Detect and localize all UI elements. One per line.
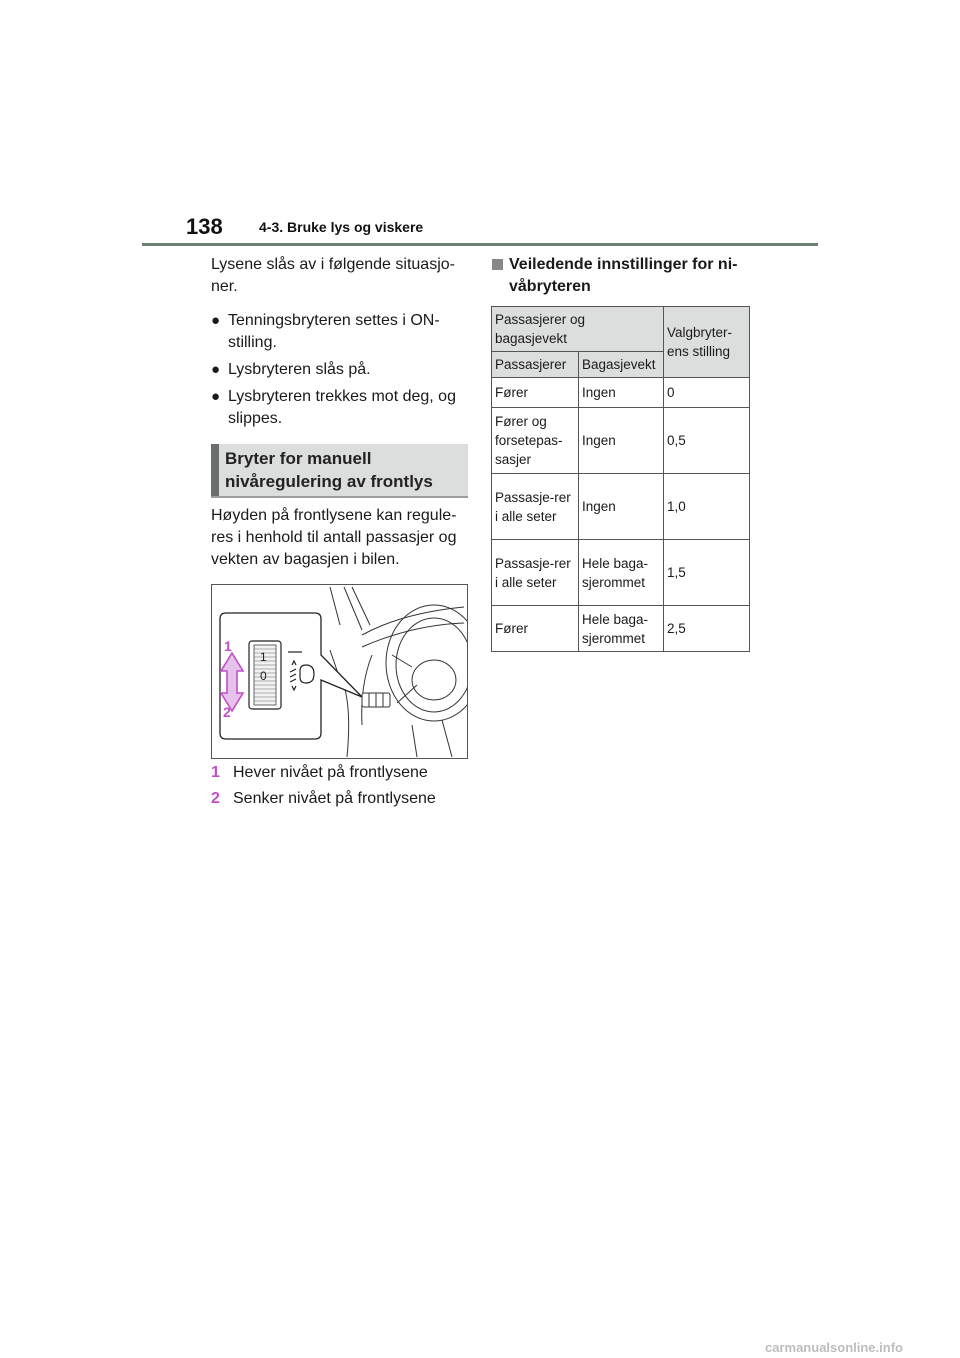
intro-paragraph: Lysene slås av i følgende situasjo-ner. [211, 256, 455, 295]
page-number: 138 [186, 214, 223, 239]
bullet-list [211, 310, 468, 430]
bullet-icon: ● [211, 361, 221, 378]
list-item [211, 359, 468, 381]
right-column [492, 254, 750, 298]
cell-setting: 0,5 [664, 408, 750, 474]
table-row [492, 378, 750, 408]
cell-luggage: Ingen [579, 408, 664, 474]
dial-mark-1: 1 [260, 650, 267, 664]
bullet-text: Lysbryteren trekkes mot deg, og slippes. [228, 388, 456, 427]
table-heading [492, 254, 750, 298]
section-heading-box [211, 444, 468, 498]
bullet-icon: ● [211, 312, 221, 329]
cell-luggage: Ingen [579, 378, 664, 408]
table-row [492, 606, 750, 652]
header-switch-position: Valgbryter-ens stilling [664, 307, 750, 378]
cell-passengers: Passasje-rer i alle seter [492, 474, 579, 540]
callout-label-1: 1 [224, 638, 232, 654]
table-row [492, 540, 750, 606]
heading-accent-bar [211, 444, 219, 496]
cell-setting: 0 [664, 378, 750, 408]
dial-mark-0: 0 [260, 669, 267, 683]
square-bullet-icon [492, 259, 503, 270]
cell-luggage: Ingen [579, 474, 664, 540]
section-heading: Bryter for manuell nivåregulering av frontlys [225, 449, 433, 491]
header-luggage: Bagasjevekt [579, 352, 664, 378]
legend-item [211, 762, 468, 784]
list-item [211, 386, 468, 430]
cell-setting: 1,0 [664, 474, 750, 540]
cell-passengers: Fører [492, 378, 579, 408]
watermark: carmanualsonline.info [765, 1340, 903, 1355]
legend-text: Hever nivået på frontlysene [233, 764, 428, 781]
figure-legend [211, 762, 468, 814]
cell-setting: 1,5 [664, 540, 750, 606]
description-paragraph: Høyden på frontlysene kan regule-res i henhold til antall passasjer og vekten av bagasjen i bilen. [211, 507, 457, 568]
cell-passengers: Fører og forsetepas-sasjer [492, 408, 579, 474]
list-item [211, 310, 468, 354]
cell-passengers: Passasje-rer i alle seter [492, 540, 579, 606]
left-column [211, 254, 468, 435]
cell-luggage: Hele baga-sjerommet [579, 540, 664, 606]
table-header-row [492, 307, 750, 352]
callout-label-2: 2 [223, 704, 231, 720]
bullet-icon: ● [211, 388, 221, 405]
bullet-text: Lysbryteren slås på. [228, 361, 371, 378]
headlight-leveling-illustration [211, 584, 468, 759]
header-passengers: Passasjerer [492, 352, 579, 378]
header-passengers-and-luggage: Passasjerer og bagasjevekt [492, 307, 664, 352]
table-heading-text: Veiledende innstillinger for ni-våbryteren [509, 256, 738, 295]
legend-number: 1 [211, 764, 220, 781]
bullet-text: Tenningsbryteren settes i ON-stilling. [228, 312, 440, 351]
header-divider [142, 243, 818, 246]
section-title: 4-3. Bruke lys og viskere [259, 219, 424, 235]
cell-passengers: Fører [492, 606, 579, 652]
legend-number: 2 [211, 790, 220, 807]
dashboard-drawing [212, 585, 467, 758]
cell-luggage: Hele baga-sjerommet [579, 606, 664, 652]
table-row [492, 474, 750, 540]
legend-text: Senker nivået på frontlysene [233, 790, 436, 807]
legend-item [211, 788, 468, 810]
leveling-settings-table [491, 306, 750, 652]
table-row [492, 408, 750, 474]
cell-setting: 2,5 [664, 606, 750, 652]
